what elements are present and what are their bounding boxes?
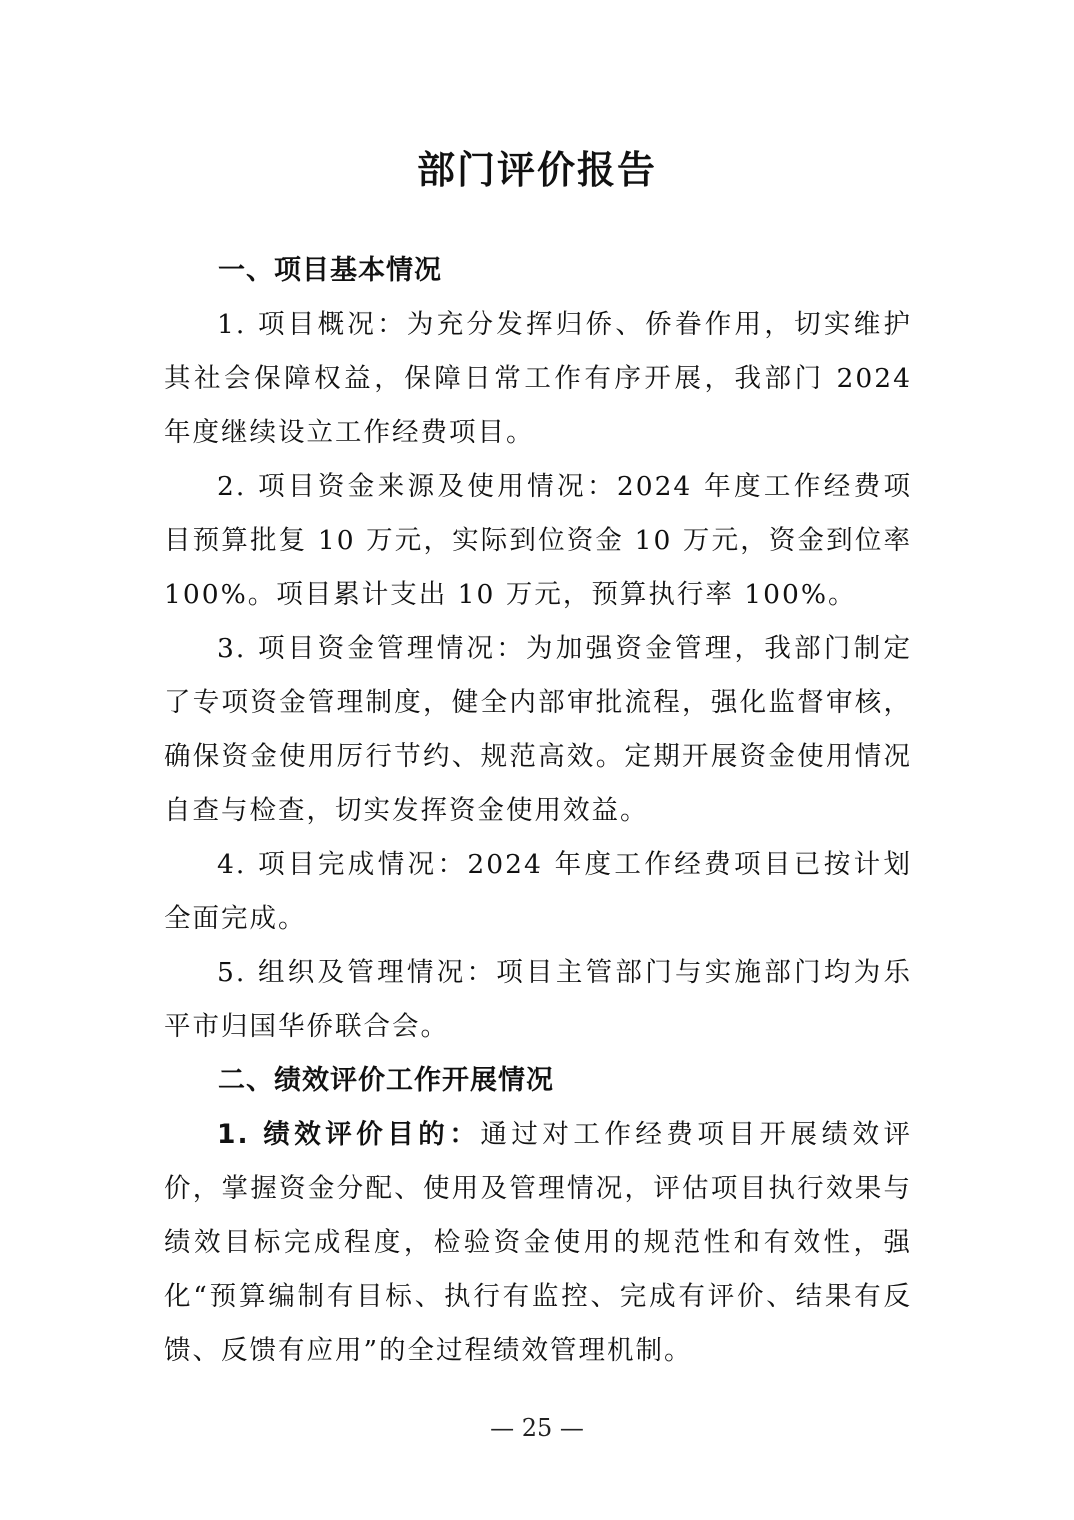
paragraph-project-completion: 4. 项目完成情况：2024 年度工作经费项目已按计划全面完成。 — [164, 849, 912, 934]
page-number: — 25 — — [490, 1414, 584, 1442]
evaluation-purpose-lead: 1. 绩效评价目的： — [217, 1119, 481, 1150]
page-title: 部门评价报告 — [416, 148, 657, 192]
evaluation-purpose-text: 通过对工作经费项目开展绩效评价，掌握资金分配、使用及管理情况，评估项目执行效果与绩效目标完成程度，检验资金使用的规范性和有效性，强化“预算编制有目标、执行有监控、完成有评价、结果有反馈、反馈有应用”的全过程绩效管理机制。 — [164, 1119, 913, 1366]
paragraph-funding-source: 2. 项目资金来源及使用情况：2024 年度工作经费项目预算批复 10 万元，实际到位资金 10 万元，资金到位率 100%。项目累计支出 10 万元，预算执行率 100%。 — [164, 471, 912, 610]
paragraph-fund-management: 3. 项目资金管理情况：为加强资金管理，我部门制定了专项资金管理制度，健全内部审批流程，强化监督审核，确保资金使用厉行节约、规范高效。定期开展资金使用情况自查与检查，切实发挥资金使用效益。 — [164, 633, 912, 826]
paragraph-organization: 5. 组织及管理情况：项目主管部门与实施部门均为乐平市归国华侨联合会。 — [164, 957, 912, 1042]
paragraph-evaluation-purpose — [164, 1108, 912, 1378]
document-body — [164, 244, 912, 1378]
section-heading-basic-info: 一、项目基本情况 — [218, 255, 442, 286]
paragraph-project-overview: 1. 项目概况：为充分发挥归侨、侨眷作用，切实维护其社会保障权益，保障日常工作有序开展，我部门 2024 年度继续设立工作经费项目。 — [164, 309, 912, 448]
section-heading-evaluation: 二、绩效评价工作开展情况 — [218, 1065, 554, 1096]
